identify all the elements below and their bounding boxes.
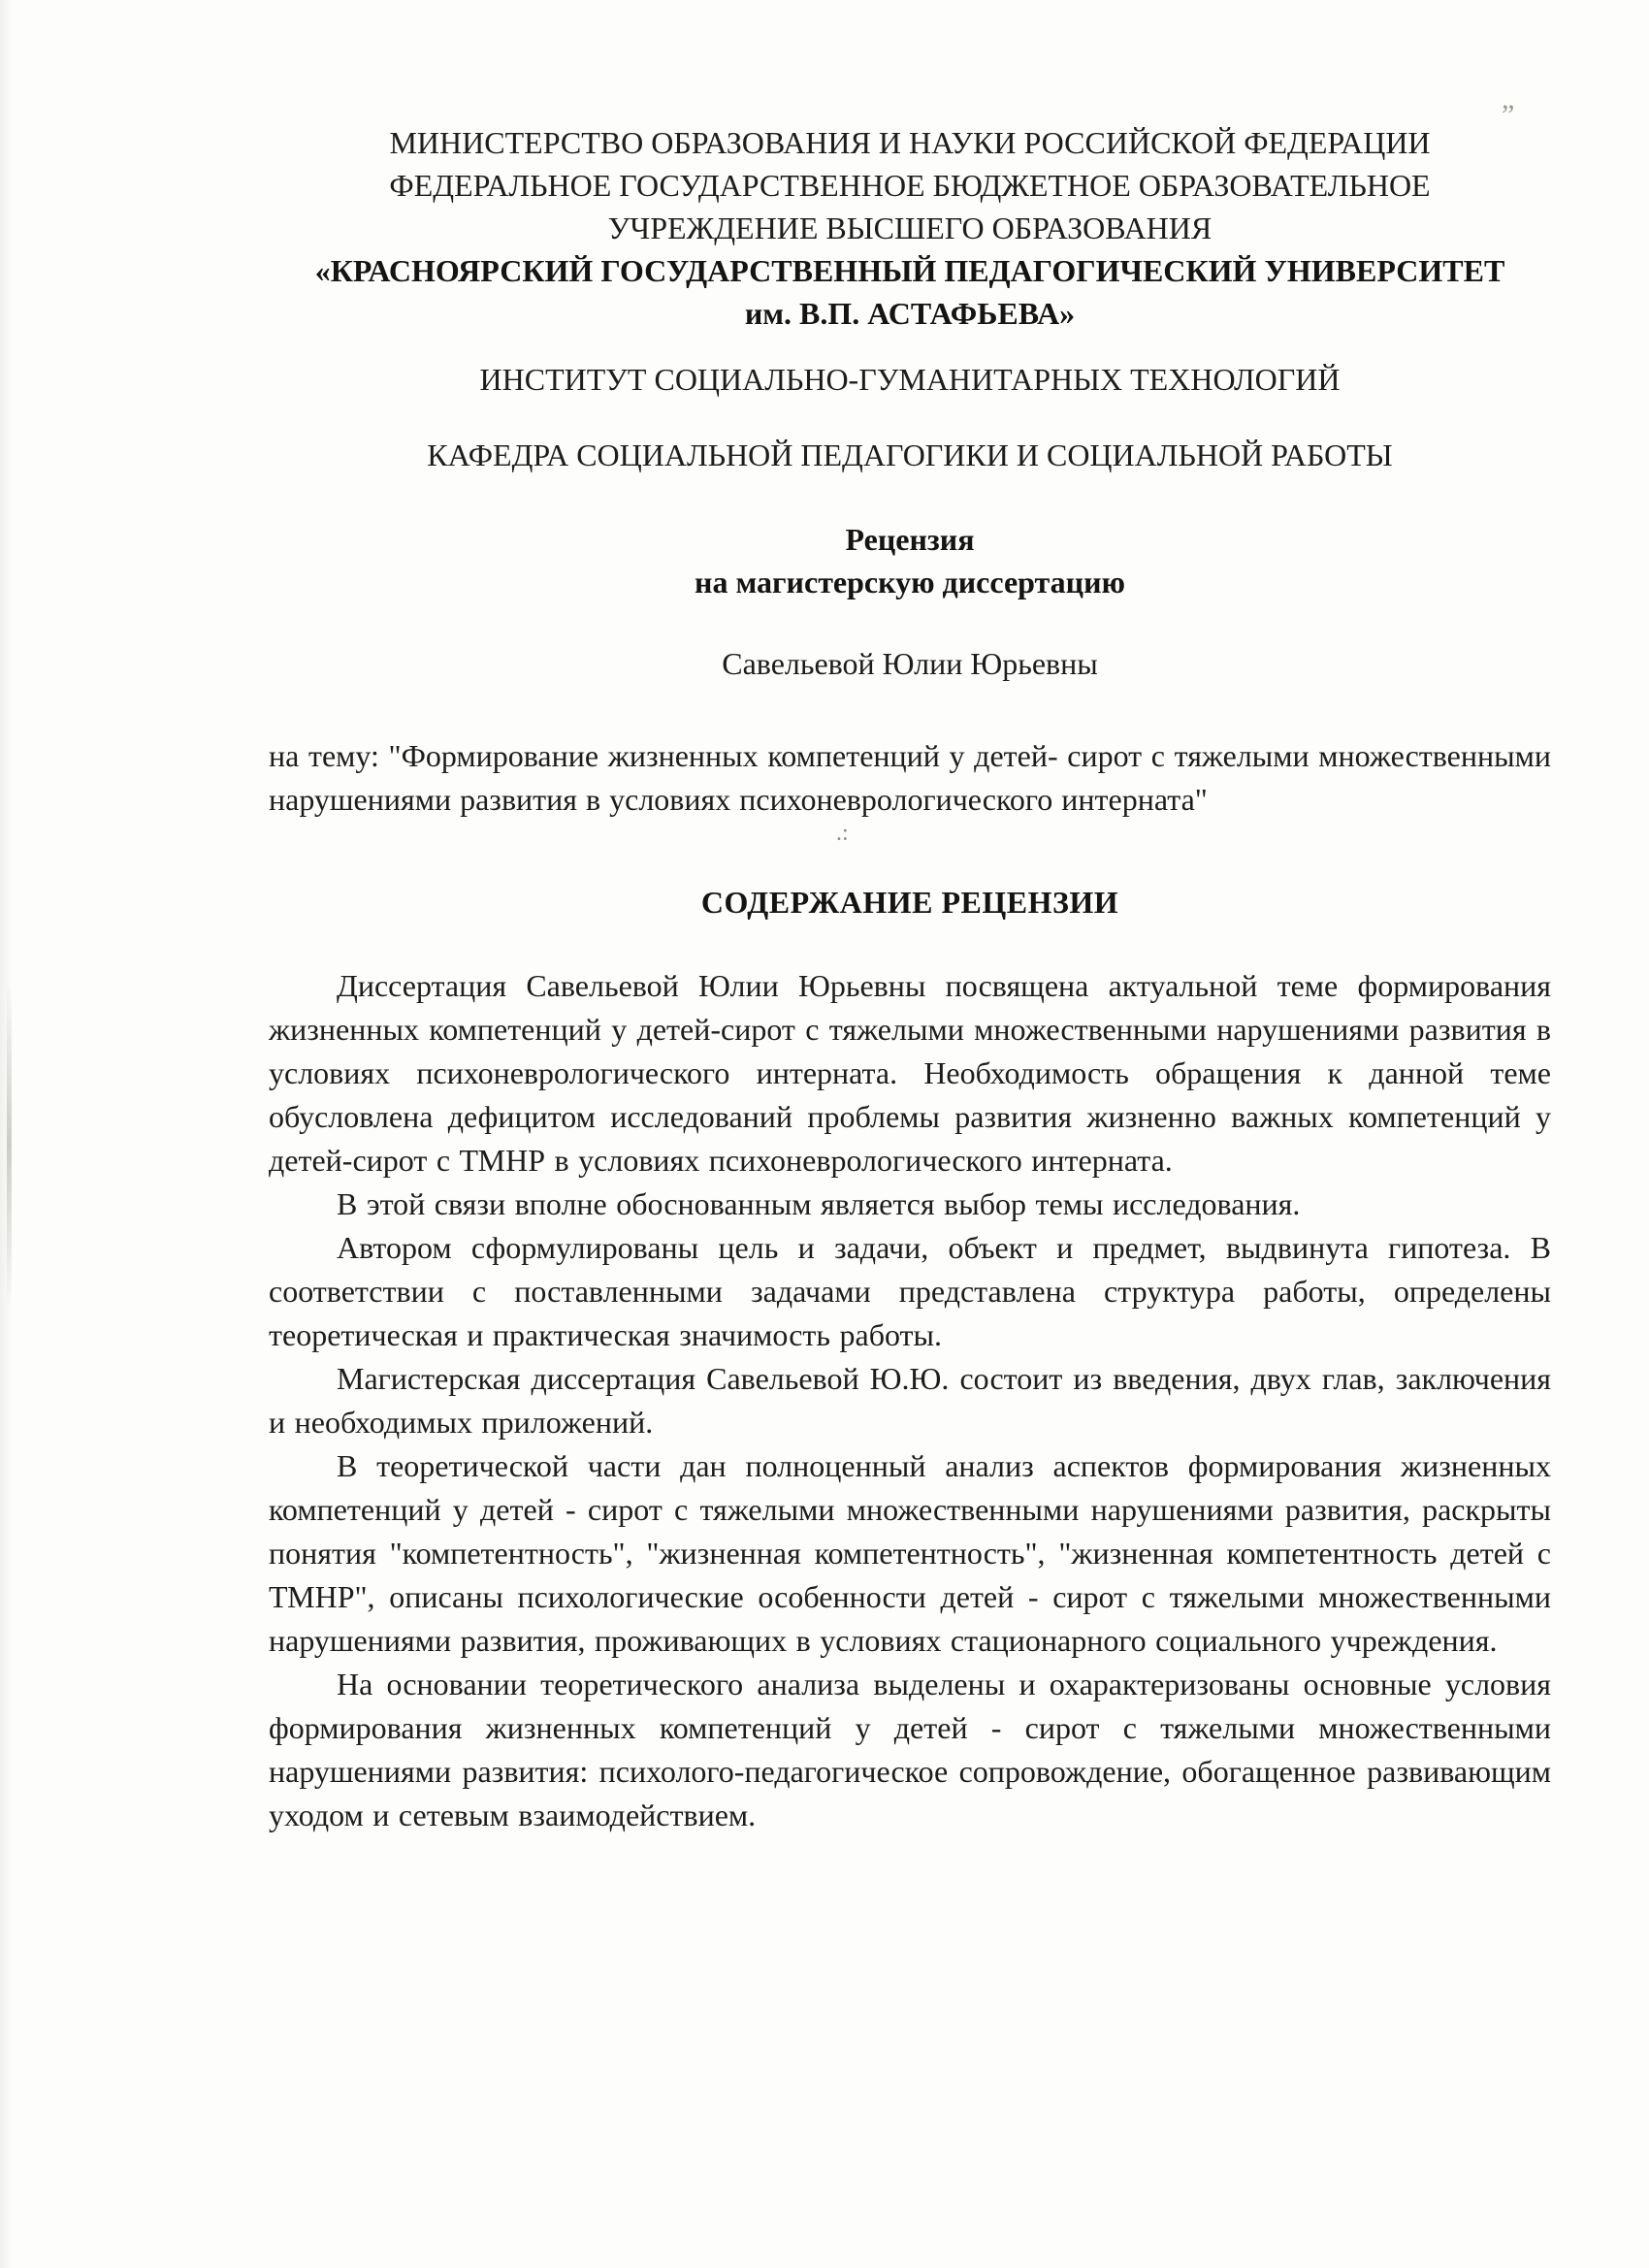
document-title-line-2: на магистерскую диссертацию bbox=[695, 565, 1125, 599]
body-paragraph-3: Автором сформулированы цель и задачи, объект и предмет, выдвинута гипотеза. В соответствии с поставленными задачами представлена структура работы, определены теоретическая и практическая значимость работы. bbox=[269, 1230, 1551, 1352]
founder-line: ФЕДЕРАЛЬНОЕ ГОСУДАРСТВЕННОЕ БЮДЖЕТНОЕ ОБРАЗОВАТЕЛЬНОЕ bbox=[389, 168, 1431, 203]
ministry-line: МИНИСТЕРСТВО ОБРАЗОВАНИЯ И НАУКИ РОССИЙСКОЙ ФЕДЕРАЦИИ bbox=[389, 125, 1431, 160]
scan-artifact-smudge: .: bbox=[836, 821, 849, 846]
body-paragraph-6: На основании теоретического анализа выделены и охарактеризованы основные условия формирования жизненных компетенций у детей - сирот с тяжелыми множественными нарушениями развития: психолого-педагогическое сопровождение, обогащенное развивающим уходом и сетевым взаимодействием. bbox=[269, 1667, 1551, 1832]
thesis-author-name: Савельевой Юлии Юрьевны bbox=[722, 646, 1098, 681]
university-name-line-1: «КРАСНОЯРСКИЙ ГОСУДАРСТВЕННЫЙ ПЕДАГОГИЧЕСКИЙ УНИВЕРСИТЕТ bbox=[314, 253, 1505, 288]
body-paragraph-1: Диссертация Савельевой Юлии Юрьевны посвящена актуальной теме формирования жизненных компетенций у детей-сирот с тяжелыми множественными нарушениями развития в условиях психоневрологического интерната. Необходимость обращения к данной теме обусловлена дефицитом исследований проблемы развития жизненно важных компетенций у детей-сирот с ТМНР в условиях психоневрологического интерната. bbox=[269, 968, 1551, 1178]
scan-artifact-mark: ” bbox=[1502, 99, 1515, 131]
department-name: КАФЕДРА СОЦИАЛЬНОЙ ПЕДАГОГИКИ И СОЦИАЛЬНОЙ РАБОТЫ bbox=[427, 437, 1393, 472]
letterhead bbox=[269, 121, 1551, 335]
thesis-topic: на тему: "Формирование жизненных компетенций у детей- сирот с тяжелыми множественными нарушениями развития в условиях психоневрологического интерната" bbox=[269, 738, 1551, 817]
document-title-line-1: Рецензия bbox=[845, 522, 975, 557]
scan-artifact-streak bbox=[7, 980, 12, 1310]
body-paragraph-4: Магистерская диссертация Савельевой Ю.Ю. состоит из введения, двух глав, заключения и необходимых приложений. bbox=[269, 1361, 1551, 1440]
university-name-line-2: им. В.П. АСТАФЬЕВА» bbox=[744, 296, 1076, 331]
institution-type-line: УЧРЕЖДЕНИЕ ВЫСШЕГО ОБРАЗОВАНИЯ bbox=[607, 211, 1212, 245]
document-title bbox=[269, 518, 1551, 603]
section-heading: СОДЕРЖАНИЕ РЕЦЕНЗИИ bbox=[700, 885, 1119, 920]
scanner-edge-shadow bbox=[0, 0, 12, 2268]
body-paragraph-2: В этой связи вполне обоснованным является выбор темы исследования. bbox=[337, 1186, 1301, 1221]
institute-name: ИНСТИТУТ СОЦИАЛЬНО-ГУМАНИТАРНЫХ ТЕХНОЛОГИЙ bbox=[479, 362, 1341, 397]
body-paragraph-5: В теоретической части дан полноценный анализ аспектов формирования жизненных компетенций у детей - сирот с тяжелыми множественными нарушениями развития, раскрыты понятия "компетентность", "жизненная компетентность", "жизненная компетентность детей с ТМНР", описаны психологические особенности детей - сирот с тяжелыми множественными нарушениями развития, проживающих в условиях стационарного социального учреждения. bbox=[269, 1448, 1551, 1658]
review-body bbox=[269, 964, 1551, 1837]
